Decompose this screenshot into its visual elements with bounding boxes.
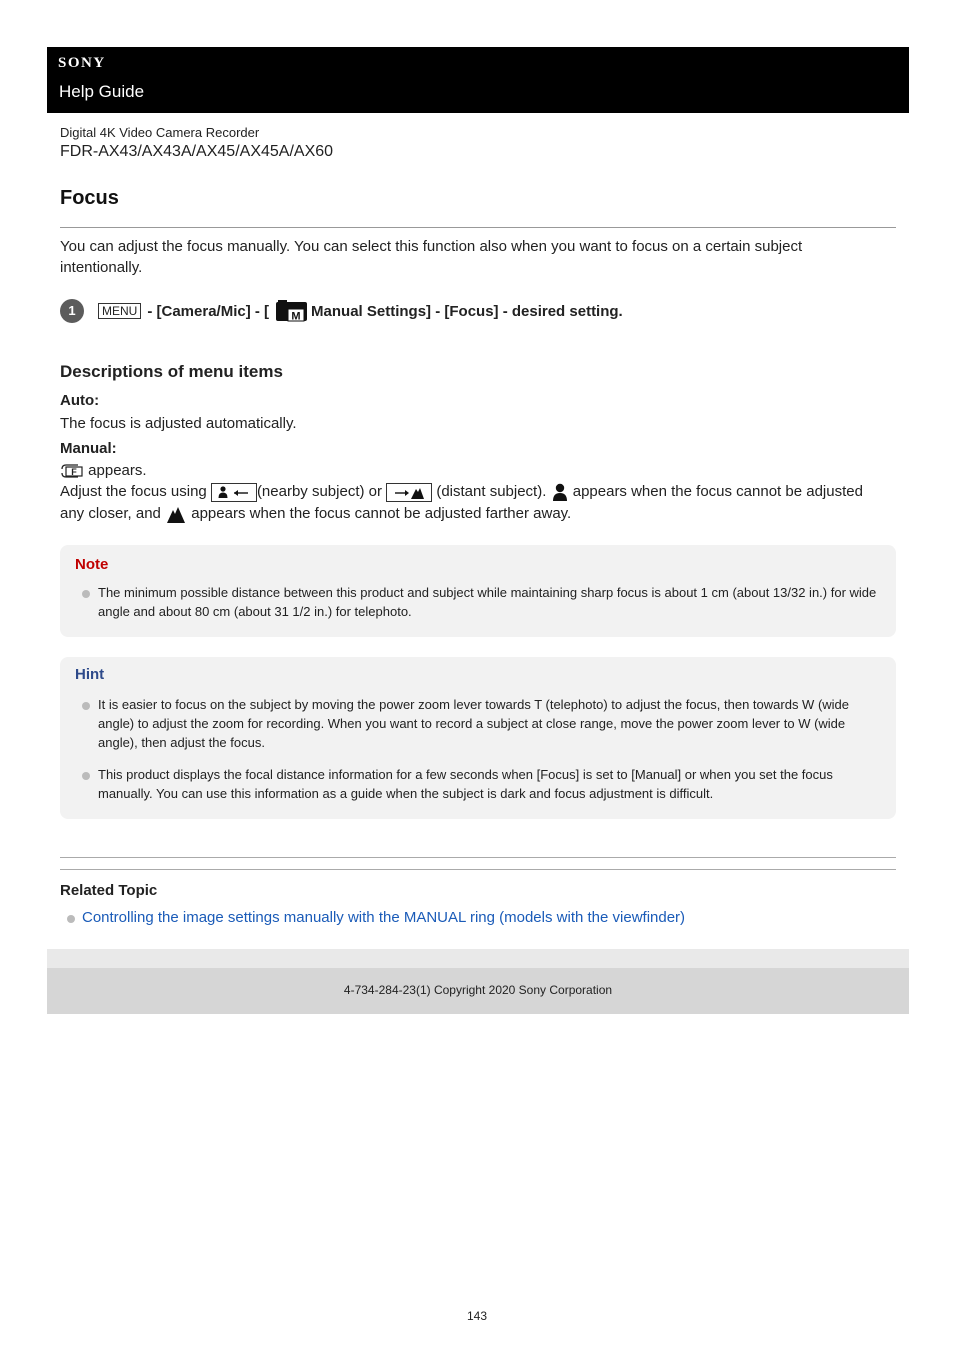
distant-focus-key-icon bbox=[386, 483, 432, 502]
manual-adjust-text-c: (distant subject). bbox=[432, 483, 551, 500]
manual-settings-camera-icon bbox=[275, 300, 308, 322]
descriptions-heading: Descriptions of menu items bbox=[60, 362, 283, 381]
nearest-limit-person-icon bbox=[551, 482, 569, 502]
manual-appears-text: appears. bbox=[84, 462, 147, 479]
note-item: The minimum possible distance between this product and subject while maintaining sharp focus is about 1 cm (about 13/32 in.) for wide angle and about 80 cm (about 31 1/2 in.) for telephoto. bbox=[98, 585, 877, 619]
farthest-limit-mountain-icon bbox=[165, 504, 187, 524]
help-guide-label: Help Guide bbox=[59, 82, 145, 101]
copyright-text: 4-734-284-23(1) Copyright 2020 Sony Corporation bbox=[343, 983, 613, 997]
nearby-focus-key-icon bbox=[211, 483, 257, 502]
title-divider bbox=[60, 227, 896, 228]
step-text-a: - [Camera/Mic] - [ bbox=[147, 302, 270, 320]
intro-paragraph: You can adjust the focus manually. You can select this function also when you want to focus on a certain subject intentionally. bbox=[60, 238, 803, 276]
related-divider bbox=[60, 869, 896, 870]
related-divider bbox=[60, 857, 896, 858]
menu-key-icon: MENU bbox=[98, 303, 141, 319]
manual-adjust-text-b: (nearby subject) or bbox=[256, 483, 387, 500]
page-number: 143 bbox=[466, 1309, 488, 1323]
manual-adjust-text-a: Adjust the focus using bbox=[60, 483, 211, 500]
step-1 bbox=[60, 298, 890, 324]
auto-label: Auto: bbox=[60, 392, 100, 409]
manual-adjust-text-e: appears when the focus cannot be adjusted farther away. bbox=[187, 505, 572, 522]
manual-focus-icon bbox=[60, 463, 84, 479]
note-box bbox=[60, 545, 896, 637]
page-title: Focus bbox=[60, 187, 119, 209]
manual-focus-icon-letter: F bbox=[71, 467, 77, 478]
hint-item: This product displays the focal distance information for a few seconds when [Focus] is set to [Manual] or when you set the focus manually. You can use this information as a guide when the subject is dark and focus adjustment is difficult. bbox=[98, 767, 833, 801]
manual-label: Manual: bbox=[60, 440, 117, 457]
page-header bbox=[47, 47, 909, 113]
related-topic-link[interactable]: Controlling the image settings manually with the MANUAL ring (models with the viewfinder) bbox=[82, 909, 686, 926]
related-topic-heading: Related Topic bbox=[60, 882, 158, 899]
manual-appears-line bbox=[60, 460, 147, 482]
product-type: Digital 4K Video Camera Recorder bbox=[60, 125, 260, 140]
page-footer bbox=[47, 968, 909, 1014]
step-text-b: Manual Settings] - [Focus] - desired setting. bbox=[311, 302, 623, 320]
footer-strip bbox=[47, 949, 909, 968]
hint-title: Hint bbox=[75, 666, 105, 683]
manual-adjust-text-d: appears when the focus cannot be adjusted any closer, and bbox=[60, 483, 863, 522]
auto-description: The focus is adjusted automatically. bbox=[60, 415, 297, 432]
hint-bullet bbox=[82, 772, 90, 780]
manual-adjust-paragraph bbox=[60, 481, 880, 525]
step-number-badge: 1 bbox=[60, 299, 84, 323]
hint-box bbox=[60, 657, 896, 819]
hint-bullet bbox=[82, 702, 90, 710]
note-title: Note bbox=[75, 556, 109, 573]
hint-item: It is easier to focus on the subject by moving the power zoom lever towards T (telephoto) to adjust the focus, then towards W (wide angle) to adjust the zoom for recording. When you want to record a subject at close range, move the power zoom lever to W (wide angle), then adjust the focus. bbox=[98, 697, 850, 750]
model-names: FDR-AX43/AX43A/AX45/AX45A/AX60 bbox=[60, 143, 334, 160]
step-instruction bbox=[98, 300, 623, 322]
note-bullet bbox=[82, 590, 90, 598]
manual-icon-letter: M bbox=[291, 310, 301, 322]
sony-logo: SONY bbox=[58, 55, 106, 71]
related-bullet bbox=[67, 915, 75, 923]
